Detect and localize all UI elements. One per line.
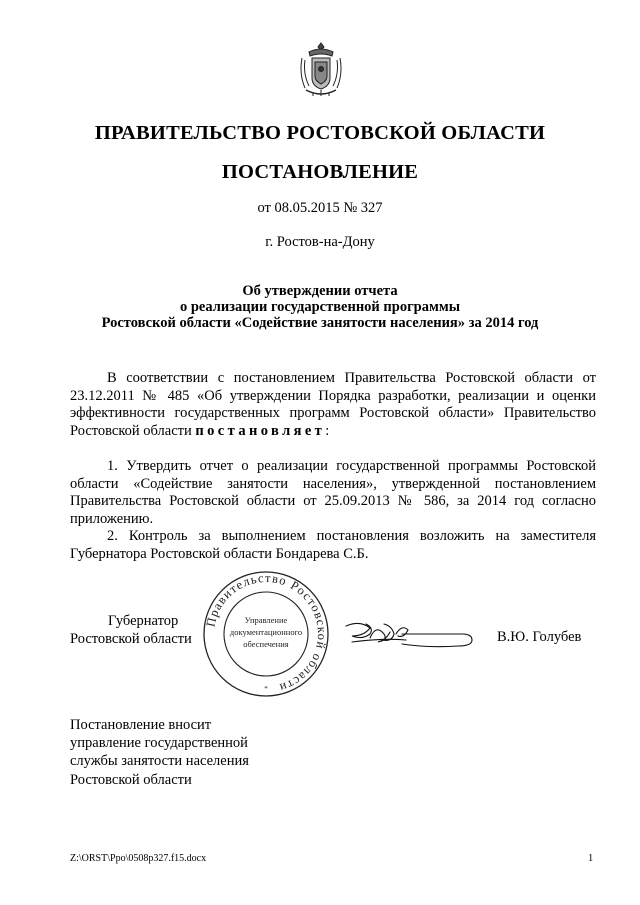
resolution-item-2: 2. Контроль за выполнением постановления возложить на заместителя Губернатора Ростовской области Бондарева С.Б.: [70, 528, 596, 562]
document-type: ПОСТАНОВЛЕНИЕ: [221, 161, 419, 183]
introduced-by-block: [70, 716, 249, 789]
signer-position: [70, 612, 192, 648]
basis-end: :: [325, 422, 330, 439]
signer-position-line: Ростовской области: [70, 631, 192, 647]
basis-paragraph: [70, 370, 596, 440]
government-title: ПРАВИТЕЛЬСТВО РОСТОВСКОЙ ОБЛАСТИ: [94, 122, 546, 144]
footer-page-number: 1: [588, 853, 594, 864]
introduced-by-line: Ростовской области: [70, 771, 192, 788]
introduced-by-line: службы занятости населения: [70, 753, 249, 770]
stamp-ring-text: Правительство Ростовской области: [203, 570, 330, 696]
stamp-inner-line: обеспечения: [243, 639, 289, 649]
document-date-number: от 08.05.2015 № 327: [257, 200, 383, 216]
subject-line: Ростовской области «Содействие занятости населения» за 2014 год: [101, 315, 539, 331]
introduced-by-line: управление государственной: [70, 735, 248, 752]
basis-text: В соответствии с постановлением Правительства Ростовской области от 23.12.2011 № 485 «Об утверждении Порядка разработки, реализации и оценки эффективности государственных программ Ростовской области» Правительство Ростовской области: [70, 370, 596, 439]
svg-text:*: *: [264, 685, 268, 693]
stamp-inner-line: документационного: [229, 627, 303, 637]
subject-line: Об утверждении отчета: [242, 283, 398, 299]
signer-name: В.Ю. Голубев: [497, 629, 582, 645]
official-stamp: [202, 570, 330, 698]
coat-of-arms-icon: [297, 40, 345, 98]
introduced-by-line: Постановление вносит: [70, 717, 212, 733]
document-subject: [0, 283, 640, 331]
document-city: г. Ростов-на-Дону: [265, 234, 375, 250]
resolution-keyword: постановляет: [195, 422, 326, 439]
signer-position-line: Губернатор: [108, 613, 179, 629]
footer-file-path: Z:\ORST\Ppo\0508p327.f15.docx: [70, 853, 207, 864]
handwritten-signature: [340, 612, 475, 654]
subject-line: о реализации государственной программы: [179, 299, 461, 315]
resolution-item-1: 1. Утвердить отчет о реализации государственной программы Ростовской области «Содействие занятости населения», утвержденной постановлением Правительства Ростовской области от 25.09.2013 № 586, за 2014 год согласно приложению.: [70, 458, 596, 527]
stamp-inner-line: Управление: [244, 615, 288, 625]
